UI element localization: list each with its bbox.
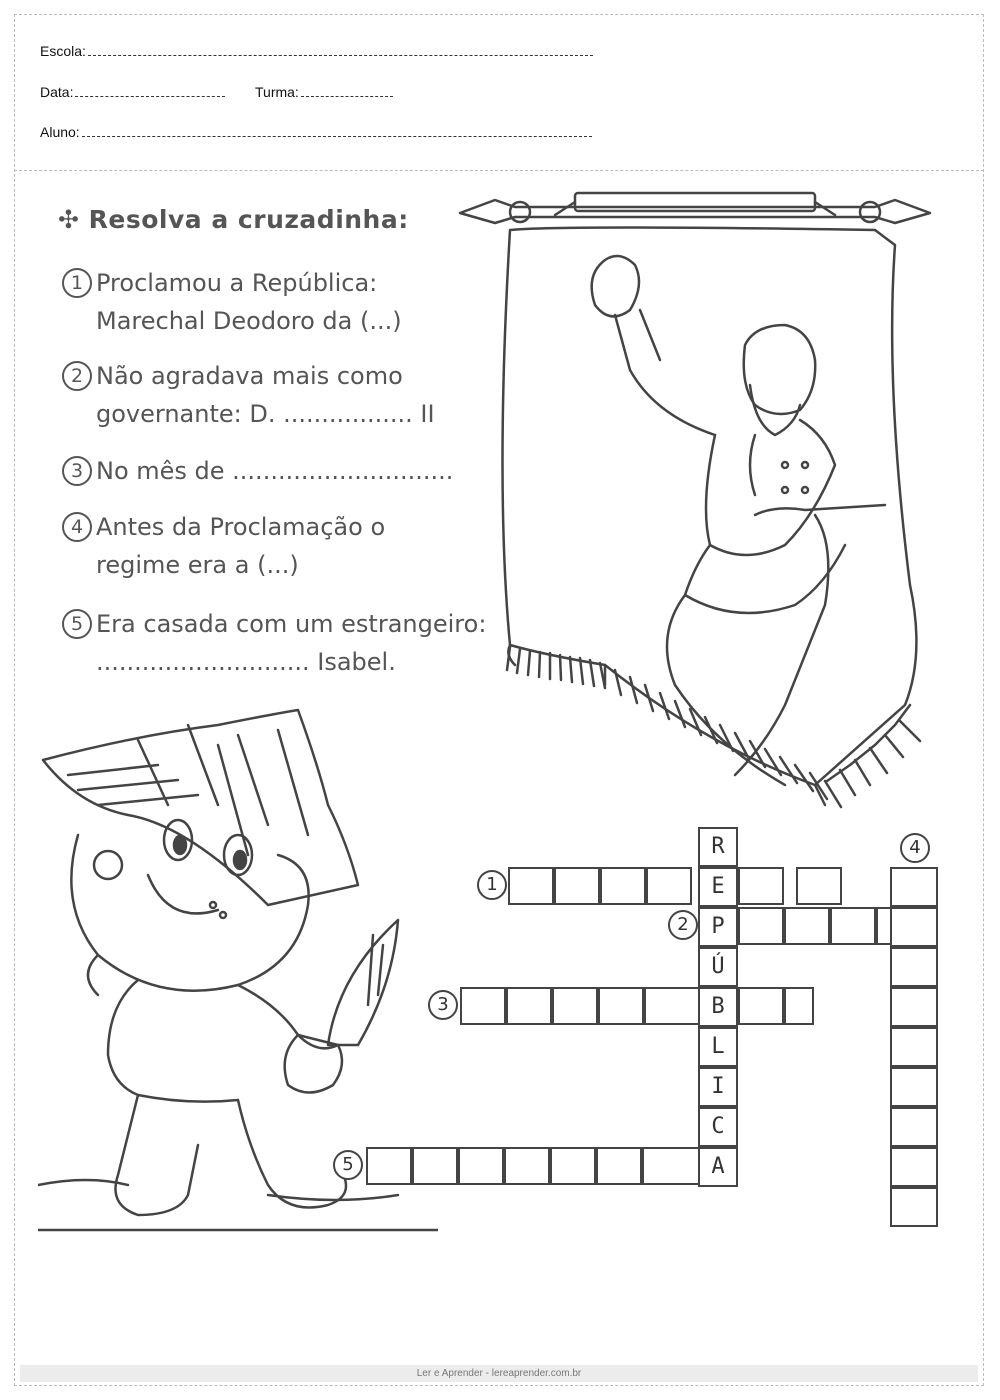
key-cell-1[interactable]: R [698,827,738,867]
question-5-line2: ............................ Isabel. [96,648,396,676]
key-cell-8[interactable]: C [698,1107,738,1147]
question-1-line1: Proclamou a República: [96,269,378,297]
key-cell-2[interactable]: E [698,867,738,907]
question-1-line2: Marechal Deodoro da (...) [96,307,402,335]
student-line[interactable] [82,126,592,137]
clue-4-cell[interactable] [890,867,938,907]
clue-1-cell[interactable] [508,867,554,905]
clue-4-cell[interactable] [890,1027,938,1067]
header-divider [14,170,984,171]
question-4-line1: Antes da Proclamação o [96,513,386,541]
clue-2-number: 2 [668,910,698,940]
clue-4-cell[interactable] [890,987,938,1027]
clue-2-cell[interactable] [738,907,784,945]
question-4 [62,508,385,584]
school-label: Escola: [40,43,86,59]
clue-3-cell[interactable] [738,987,784,1025]
clue-5-cell[interactable] [412,1147,458,1185]
question-3 [62,452,453,490]
question-4-line2: regime era a (...) [96,551,299,579]
question-1-number: 1 [62,268,92,298]
clue-1-cell[interactable] [738,867,784,905]
clue-5-cell[interactable] [596,1147,642,1185]
clue-5-cell[interactable] [504,1147,550,1185]
student-field [40,124,592,140]
clue-5-cell[interactable] [642,1147,700,1185]
clue-2-cell[interactable] [830,907,876,945]
school-field [40,43,593,59]
clue-2-cell[interactable] [784,907,830,945]
footer-credit: Ler e Aprender - lereaprender.com.br [20,1365,978,1382]
key-cell-4[interactable]: Ú [698,947,738,987]
class-field [255,84,393,100]
clue-3-number: 3 [428,990,458,1020]
clue-3-cell[interactable] [644,987,700,1025]
banner-illustration [455,185,935,825]
clue-3-cell[interactable] [784,987,814,1025]
clue-5-cell[interactable] [458,1147,504,1185]
key-cell-9[interactable]: A [698,1147,738,1187]
clue-5-cell[interactable] [550,1147,596,1185]
clue-5-number: 5 [333,1150,363,1180]
clue-3-cell[interactable] [506,987,552,1025]
clue-4-cell[interactable] [890,907,938,947]
class-label: Turma: [255,84,299,100]
question-5-line1: Era casada com um estrangeiro: [96,610,487,638]
question-4-number: 4 [62,512,92,542]
student-label: Aluno: [40,124,80,140]
clue-4-cell[interactable] [890,1187,938,1227]
clue-1-cell[interactable] [554,867,600,905]
clue-4-cell[interactable] [890,1107,938,1147]
date-field [40,84,225,100]
clue-1-number: 1 [477,870,507,900]
clue-4-cell[interactable] [890,947,938,987]
question-3-line1: No mês de ............................. [96,457,454,485]
question-2 [62,357,435,433]
clue-5-cell[interactable] [366,1147,412,1185]
clue-4-cell[interactable] [890,1067,938,1107]
clue-4-cell[interactable] [890,1147,938,1187]
question-1 [62,264,402,340]
question-2-line2: governante: D. ................. II [96,400,435,428]
date-label: Data: [40,84,74,100]
question-5-number: 5 [62,609,92,639]
clue-4-number: 4 [900,833,930,863]
activity-title: ✣ Resolva a cruzadinha: [58,205,409,234]
question-2-line1: Não agradava mais como [96,362,403,390]
key-cell-6[interactable]: L [698,1027,738,1067]
question-3-number: 3 [62,456,92,486]
clue-1-cell[interactable] [600,867,646,905]
clue-3-cell[interactable] [552,987,598,1025]
key-cell-7[interactable]: I [698,1067,738,1107]
school-line[interactable] [88,45,593,56]
clue-3-cell[interactable] [598,987,644,1025]
question-2-number: 2 [62,361,92,391]
class-line[interactable] [301,86,393,97]
key-cell-5[interactable]: B [698,987,738,1027]
key-cell-3[interactable]: P [698,907,738,947]
date-line[interactable] [75,86,225,97]
clue-1-cell[interactable] [646,867,692,905]
clue-3-cell[interactable] [460,987,506,1025]
question-5 [62,605,486,681]
clue-1-cell[interactable] [796,867,842,905]
